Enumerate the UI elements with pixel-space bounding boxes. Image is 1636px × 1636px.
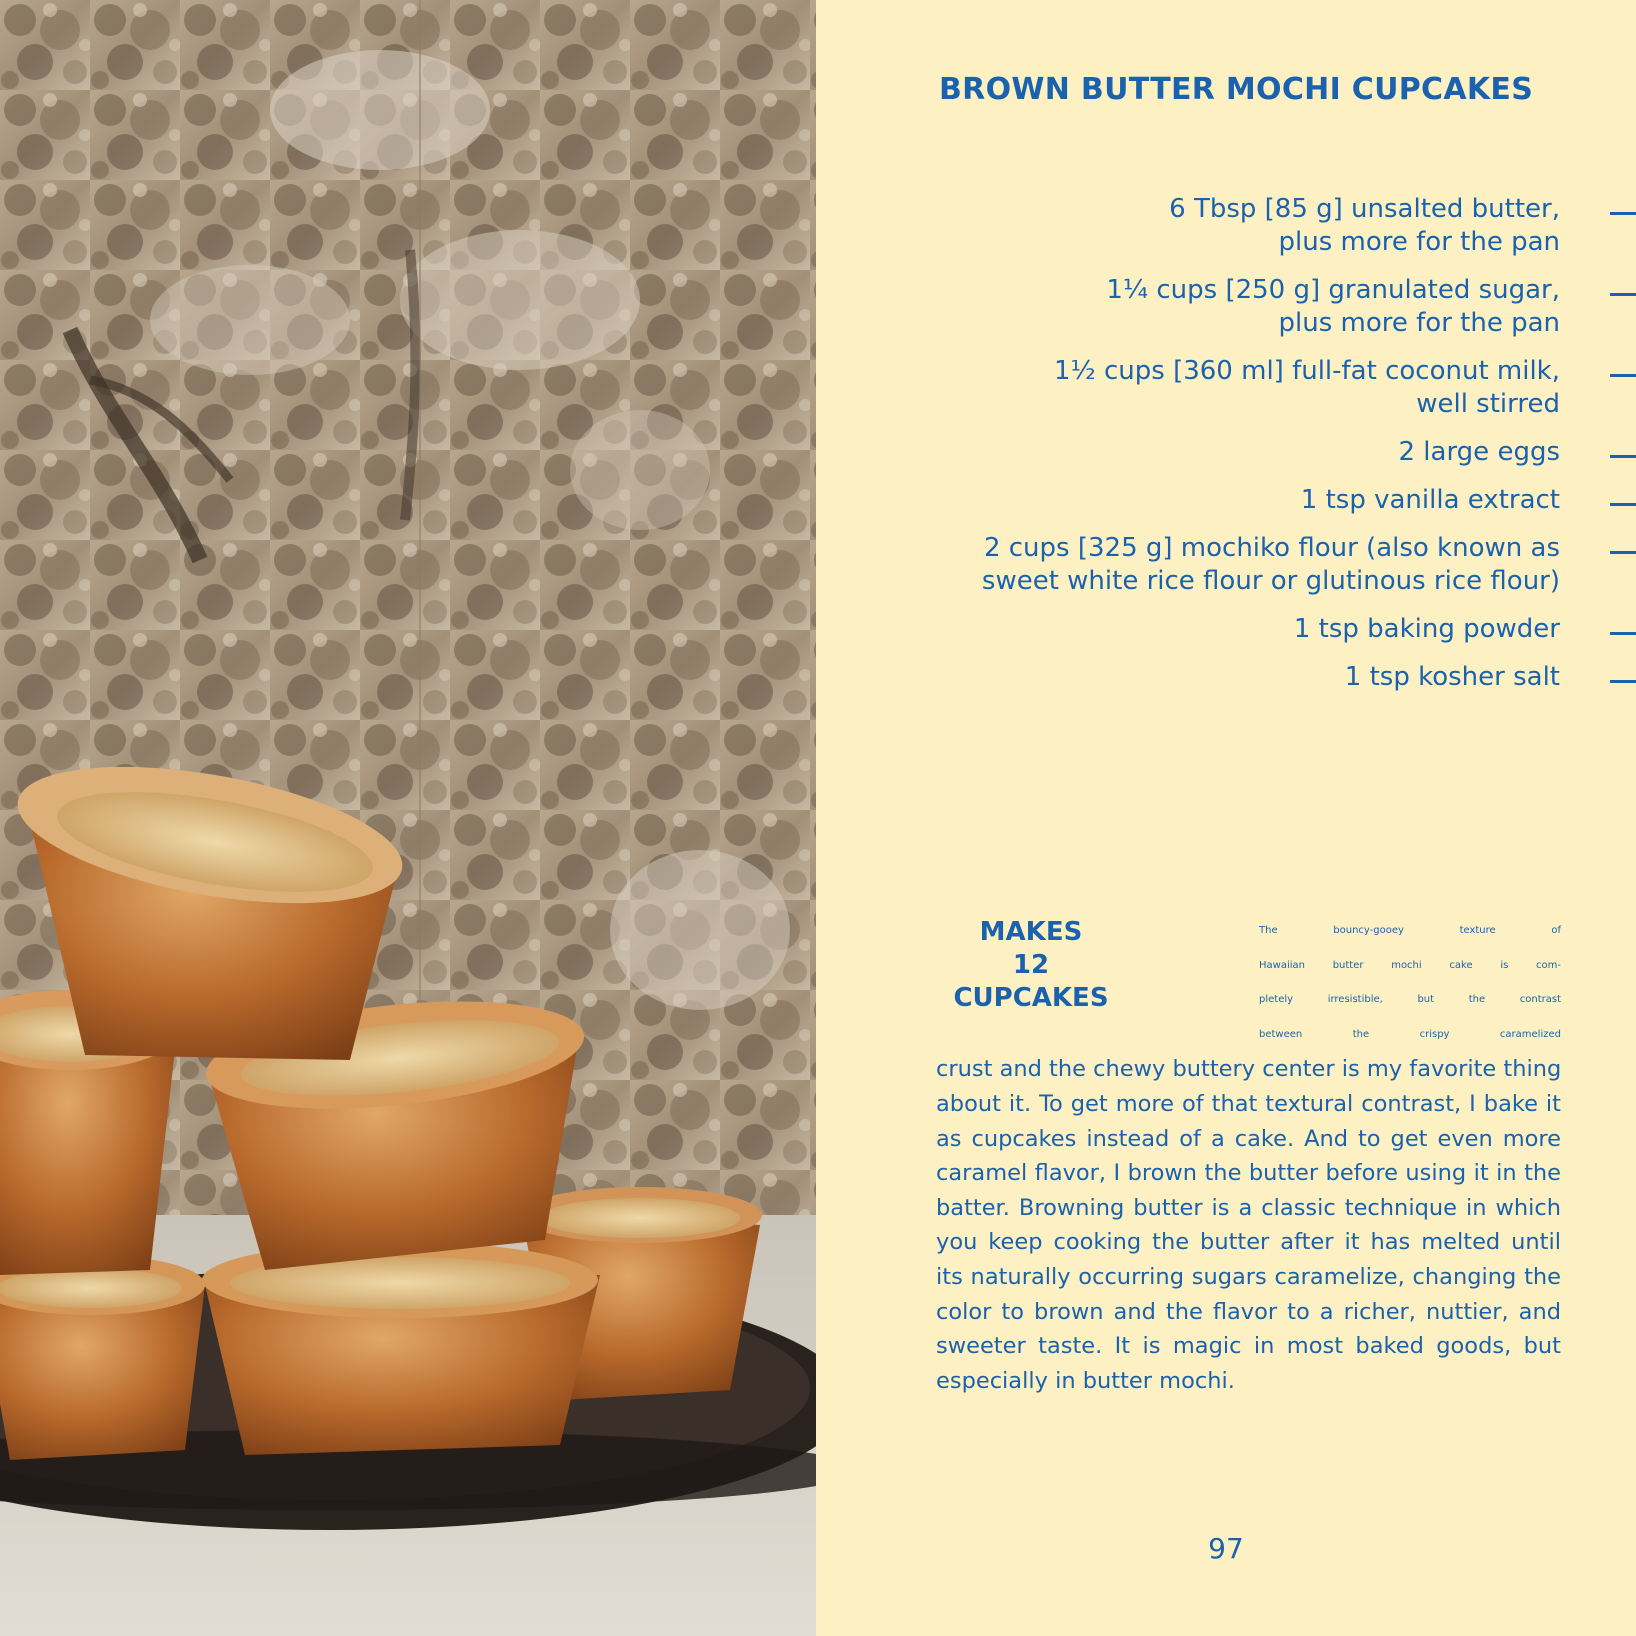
recipe-page — [816, 0, 1636, 1636]
ingredient-list — [816, 193, 1636, 709]
cupcake-photo — [0, 0, 816, 1636]
ingredient-line: sweet white rice flour or glutinous rice flour) — [981, 566, 1560, 596]
yield-line: 12 — [1012, 950, 1050, 980]
cupcake-photo-illustration — [0, 0, 816, 1636]
yield-line: CUPCAKES — [953, 983, 1109, 1013]
intro-line: color to brown and the flavor to a richer, nuttier, and — [936, 1298, 1561, 1325]
ingredient-dash — [1610, 212, 1636, 215]
ingredient-line: 2 cups [325 g] mochiko flour (also known as — [983, 533, 1560, 563]
ingredient-line: 1½ cups [360 ml] full-fat coconut milk, — [1053, 356, 1560, 386]
ingredient-item — [816, 355, 1636, 421]
ingredient-item — [816, 274, 1636, 340]
intro-line: between the crispy caramelized — [1259, 1028, 1561, 1040]
intro-line: The bouncy-gooey texture of — [1259, 925, 1561, 936]
ingredient-line: 1 tsp kosher salt — [1344, 662, 1560, 692]
recipe-title: BROWN BUTTER MOCHI CUPCAKES — [939, 72, 1534, 107]
page-number: 97 — [1208, 1532, 1244, 1565]
intro-line: pletely irresistible, but the contrast — [1259, 994, 1561, 1006]
intro-line: caramel flavor, I brown the butter before using it in the — [936, 1160, 1561, 1187]
intro-line: about it. To get more of that textural contrast, I bake it — [936, 1090, 1561, 1117]
ingredient-line: plus more for the pan — [1278, 308, 1560, 338]
intro-line: as cupcakes instead of a cake. And to get even more — [936, 1125, 1561, 1152]
ingredient-line: 6 Tbsp [85 g] unsalted butter, — [1169, 194, 1560, 224]
ingredient-dash — [1610, 293, 1636, 296]
ingredient-line: 1 tsp vanilla extract — [1300, 485, 1560, 515]
ingredient-line: 2 large eggs — [1398, 437, 1560, 467]
ingredient-item — [816, 436, 1636, 469]
recipe-intro — [936, 914, 1561, 1398]
ingredient-line: 1 tsp baking powder — [1293, 614, 1560, 644]
intro-line: especially in butter mochi. — [936, 1367, 1235, 1394]
yield-line: MAKES — [979, 917, 1083, 947]
intro-line: Hawaiian butter mochi cake is com- — [1259, 959, 1561, 971]
ingredient-line: 1¼ cups [250 g] granulated sugar, — [1106, 275, 1560, 305]
ingredient-item — [816, 193, 1636, 259]
ingredient-dash — [1610, 680, 1636, 683]
ingredient-dash — [1610, 503, 1636, 506]
intro-line: you keep cooking the butter after it has melted until — [936, 1229, 1561, 1256]
ingredient-item — [816, 613, 1636, 646]
ingredient-dash — [1610, 632, 1636, 635]
ingredient-item — [816, 661, 1636, 694]
ingredient-dash — [1610, 455, 1636, 458]
intro-line: batter. Browning butter is a classic technique in which — [936, 1194, 1561, 1221]
ingredient-item — [816, 484, 1636, 517]
intro-line: crust and the chewy buttery center is my favorite thing — [936, 1056, 1562, 1083]
ingredient-item — [816, 532, 1636, 598]
ingredient-dash — [1610, 551, 1636, 554]
ingredient-dash — [1610, 374, 1636, 377]
ingredient-line: plus more for the pan — [1278, 227, 1560, 257]
intro-line: its naturally occurring sugars caramelize, changing the — [936, 1263, 1561, 1290]
ingredient-line: well stirred — [1416, 389, 1560, 419]
intro-line: sweeter taste. It is magic in most baked goods, but — [936, 1333, 1561, 1360]
